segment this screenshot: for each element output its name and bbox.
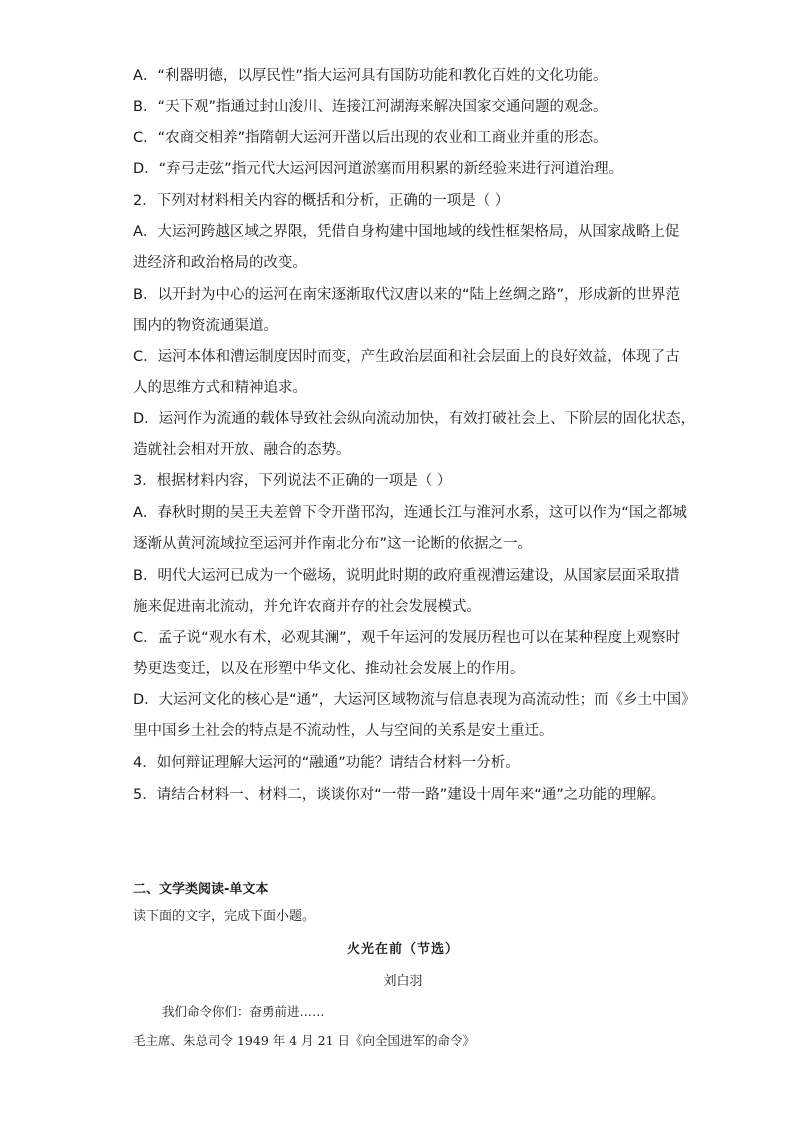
option-3c-line1: C．孟子说“观水有术，必观其澜”，观千年运河的发展历程也可以在某种程度上观察时 [133,630,681,646]
section-title: 二、文学类阅读-单文本 [133,882,269,897]
option-1a: A．“利器明德，以厚民性”指大运河具有国防功能和教化百姓的文化功能。 [133,68,608,84]
option-3c-line2: 势更迭变迁，以及在形塑中华文化、推动社会发展上的作用。 [133,661,525,677]
option-1c: C．“农商交相养”指隋朝大运河开凿以后出现的农业和工商业并重的形态。 [133,130,608,146]
epigraph-quote: 我们命令你们：奋勇前进…… [162,1004,325,1019]
option-3d-line1: D．大运河文化的核心是“通”，大运河区域物流与信息表现为高流动性；而《乡土中国》 [133,692,696,708]
option-1d: D．“弃弓走弦”指元代大运河因河道淤塞而用积累的新经验来进行河道治理。 [133,161,624,177]
option-2d-line1: D．运河作为流通的载体导致社会纵向流动加快，有效打破社会上、下阶层的固化状态， [133,411,696,427]
section-instruction: 读下面的文字，完成下面小题。 [133,909,316,924]
article-title: 火光在前（节选） [346,942,459,957]
option-3d-line2: 里中国乡土社会的特点是不流动性，人与空间的关系是安土重迁。 [133,723,554,739]
option-2a-line2: 进经济和政治格局的改变。 [133,255,307,271]
question-2: 2．下列对材料相关内容的概括和分析，正确的一项是（ ） [133,193,510,209]
option-2c-line2: 人的思维方式和精神追求。 [133,380,307,396]
option-3b-line1: B．明代大运河已成为一个磁场，说明此时期的政府重视漕运建设，从国家层面采取措 [133,568,680,584]
option-2d-line2: 造就社会相对开放、融合的态势。 [133,442,351,458]
article-author: 刘白羽 [383,974,423,989]
epigraph-source: 毛主席、朱总司令 1949 年 4 月 21 日《向全国进军的命令》 [133,1033,476,1048]
question-5: 5．请结合材料一、材料二，谈谈你对“一带一路”建设十周年来“通”之功能的理解。 [133,787,666,803]
option-2c-line1: C．运河本体和漕运制度因时而变，产生政治层面和社会层面上的良好效益，体现了古 [133,349,680,365]
option-1b: B．“天下观”指通过封山浚川、连接江河湖海来解决国家交通问题的观念。 [133,99,608,115]
option-3a-line2: 逐渐从黄河流域拉至运河并作南北分布”这一论断的依据之一。 [133,536,533,552]
option-3b-line2: 施来促进南北流动，并允许农商并存的社会发展模式。 [133,599,481,615]
option-2b-line1: B．以开封为中心的运河在南宋逐渐取代汉唐以来的“陆上丝绸之路”，形成新的世界范 [133,287,680,303]
question-3: 3．根据材料内容，下列说法不正确的一项是（ ） [133,473,452,489]
question-4: 4．如何辩证理解大运河的“融通”功能？请结合材料一分析。 [133,755,520,771]
option-2b-line2: 围内的物资流通渠道。 [133,318,278,334]
option-3a-line1: A．春秋时期的吴王夫差曾下令开凿邗沟，连通长江与淮河水系，这可以作为“国之都城 [133,505,687,521]
option-2a-line1: A．大运河跨越区域之界限，凭借自身构建中国地域的线性框架格局，从国家战略上促 [133,224,680,240]
